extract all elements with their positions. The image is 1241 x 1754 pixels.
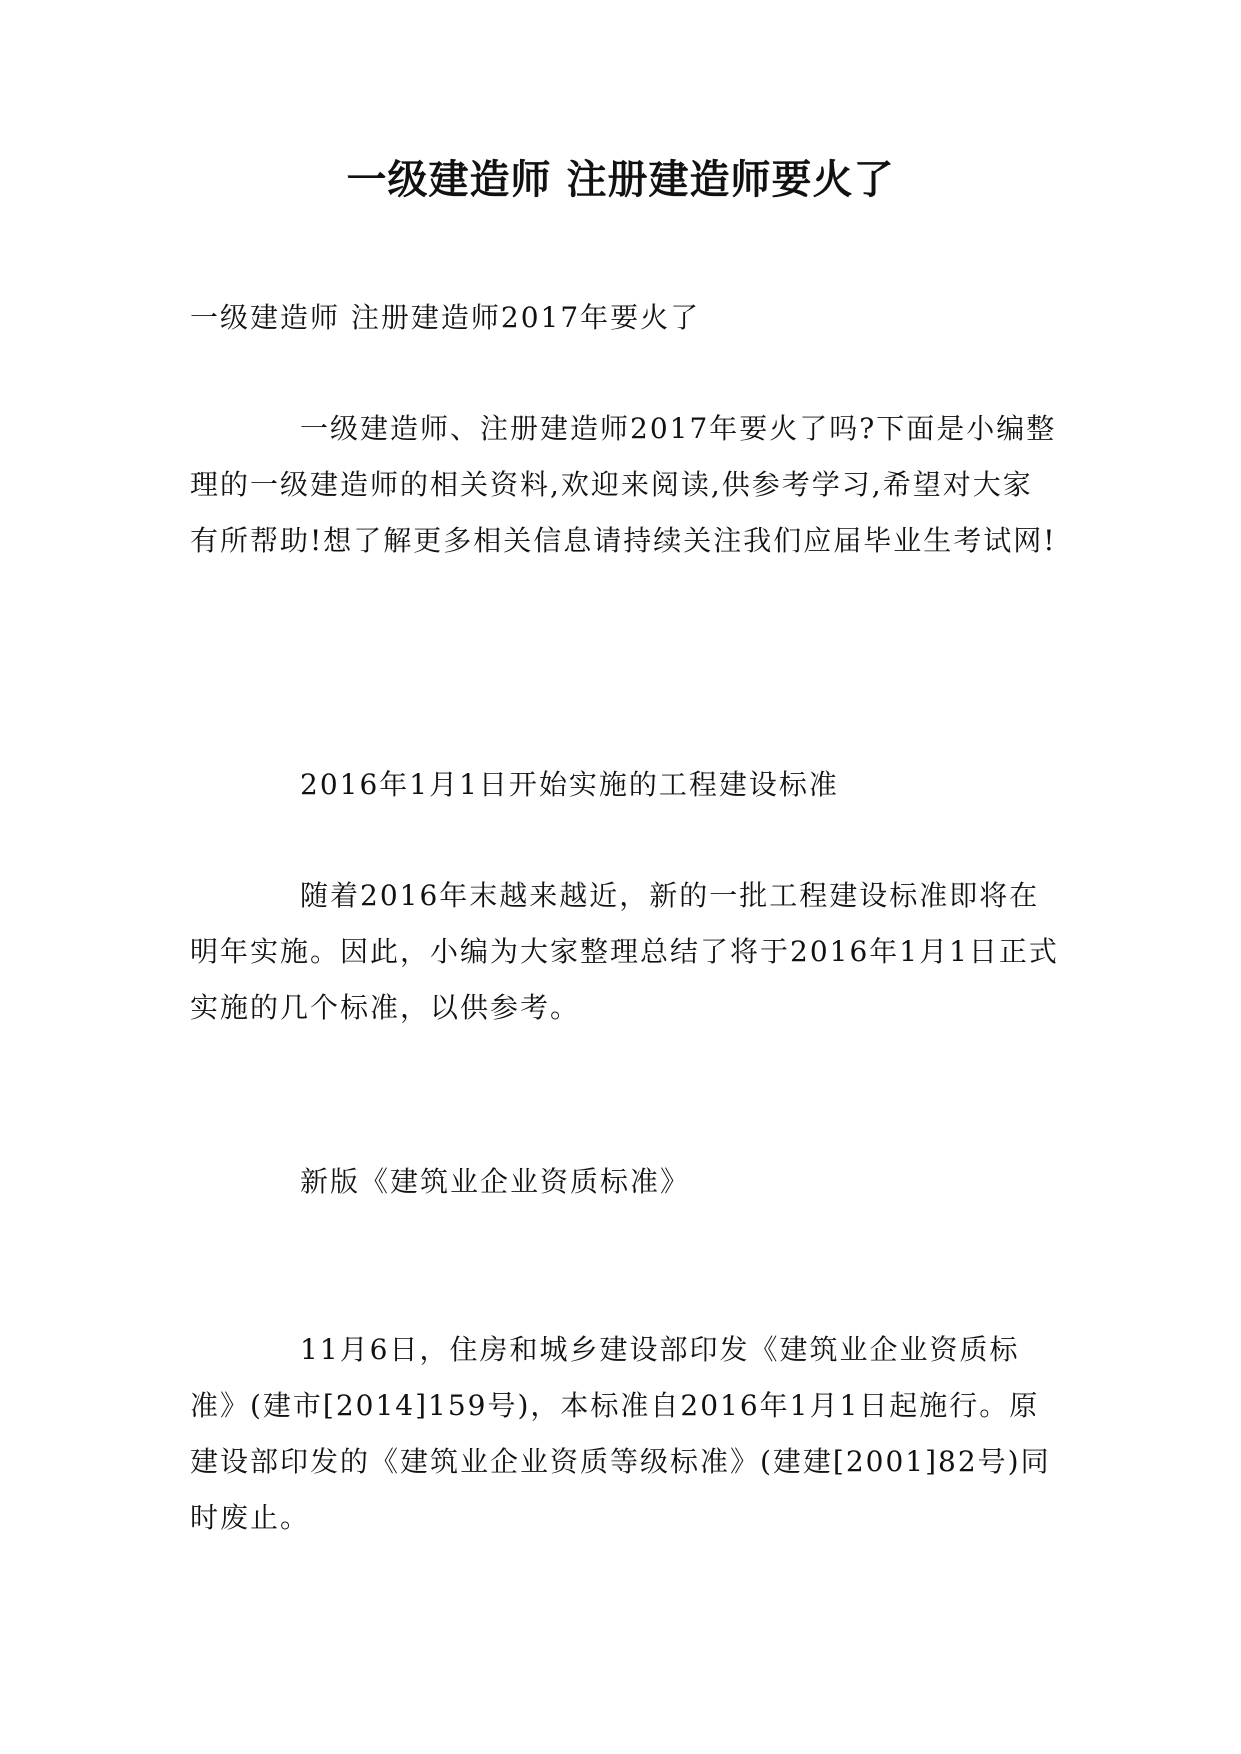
body-paragraph-qualification: 11月6日，住房和城乡建设部印发《建筑业企业资质标准》(建市[2014]159号)，本标准自2016年1月1日起施行。原建设部印发的《建筑业企业资质等级标准》(建建[2001]82号)同时废止。: [190, 1333, 1051, 1534]
section-heading-qualification: 新版《建筑业企业资质标准》: [300, 1165, 691, 1198]
section-heading-standards: 2016年1月1日开始实施的工程建设标准: [300, 768, 839, 801]
subtitle-paragraph: 一级建造师 注册建造师2017年要火了: [190, 301, 701, 334]
body-paragraph-standards: 随着2016年末越来越近，新的一批工程建设标准即将在明年实施。因此，小编为大家整理总结了将于2016年1月1日正式实施的几个标准，以供参考。: [190, 879, 1059, 1024]
document-title: 一级建造师 注册建造师要火了: [346, 157, 895, 203]
intro-paragraph: 一级建造师、注册建造师2017年要火了吗?下面是小编整理的一级建造师的相关资料,欢迎来阅读,供参考学习,希望对大家有所帮助!想了解更多相关信息请持续关注我们应届毕业生考试网!: [190, 412, 1057, 557]
